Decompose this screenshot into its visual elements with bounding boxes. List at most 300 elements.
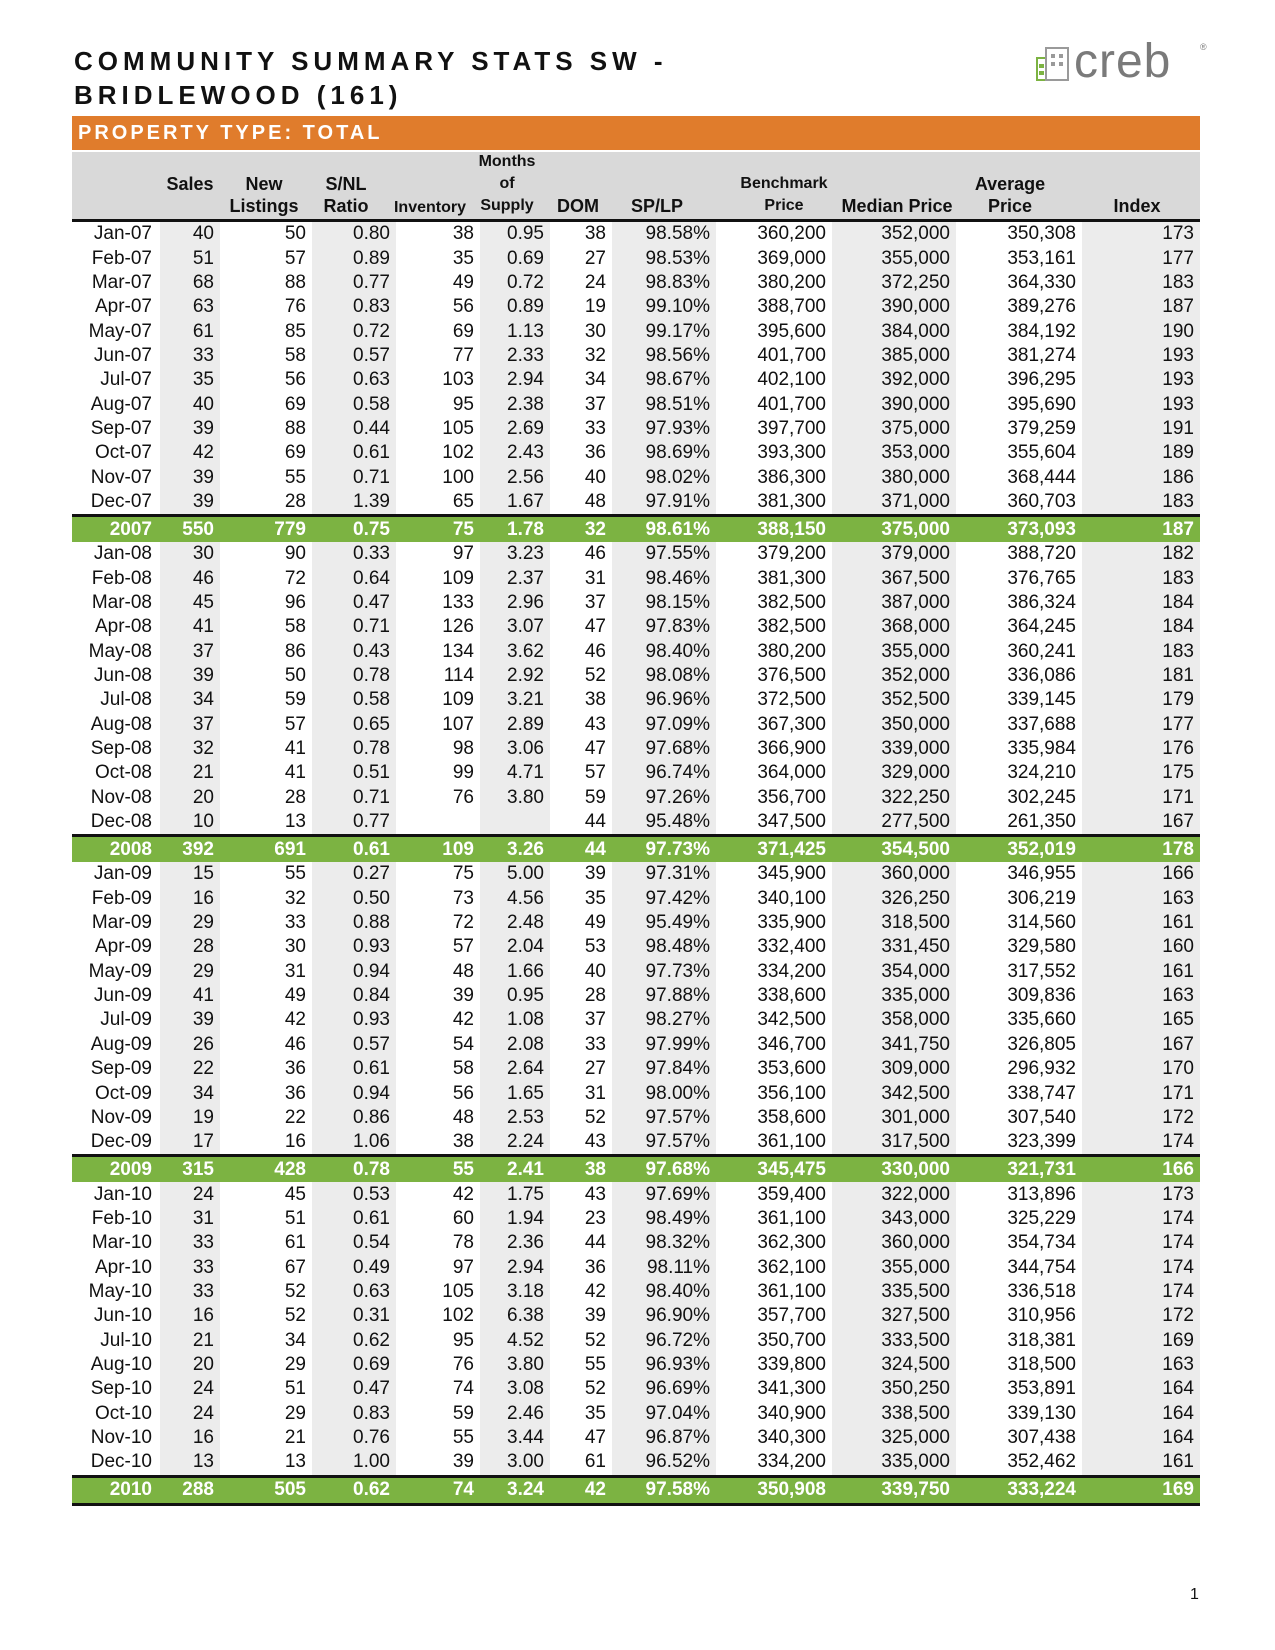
- table-cell: 315: [160, 1156, 220, 1183]
- table-cell: 99: [452, 762, 474, 784]
- table-row: [72, 737, 1200, 761]
- table-cell: 97.58%: [612, 1476, 716, 1504]
- row-label: Jun-07: [93, 344, 152, 366]
- table-cell: 61: [584, 1451, 606, 1473]
- table-cell: 0.78: [312, 664, 396, 688]
- table-cell: 98.00%: [612, 1081, 716, 1105]
- table-cell: 40: [160, 222, 220, 246]
- table-cell: 97.04%: [612, 1401, 716, 1425]
- table-cell: 167: [1082, 1033, 1200, 1057]
- table-cell: 3.06: [480, 737, 550, 761]
- table-cell: 40: [584, 960, 606, 982]
- table-cell: 382,500: [757, 616, 826, 638]
- table-cell: [480, 810, 550, 836]
- table-cell: 350,250: [832, 1377, 956, 1401]
- table-cell: 346,955: [1007, 863, 1076, 885]
- table-row: [72, 911, 1200, 935]
- table-cell: 28: [284, 786, 306, 808]
- table-cell: 393,300: [757, 442, 826, 464]
- table-cell: 42: [584, 1280, 606, 1302]
- table-cell: 48: [452, 1106, 474, 1128]
- table-cell: 301,000: [832, 1106, 956, 1130]
- table-cell: 2.92: [480, 664, 550, 688]
- table-cell: 98.08%: [612, 664, 716, 688]
- table-cell: 39: [452, 1451, 474, 1473]
- table-cell: 97.68%: [612, 1156, 716, 1183]
- table-cell: 69: [452, 320, 474, 342]
- table-cell: 0.83: [312, 295, 396, 319]
- table-cell: 0.63: [312, 1280, 396, 1304]
- table-cell: 0.27: [312, 862, 396, 886]
- header-median-price: Median Price: [841, 196, 953, 216]
- table-cell: 39: [160, 417, 220, 441]
- table-cell: 189: [1082, 441, 1200, 465]
- header-months-of-supply: [474, 151, 540, 217]
- table-cell: 342,500: [757, 1009, 826, 1031]
- table-cell: 52: [584, 665, 606, 687]
- table-cell: 35: [584, 887, 606, 909]
- table-cell: 28: [284, 490, 306, 512]
- table-cell: 51: [284, 1207, 306, 1229]
- table-cell: 177: [1082, 713, 1200, 737]
- table-cell: 1.00: [312, 1450, 396, 1476]
- table-cell: 31: [584, 1082, 606, 1104]
- table-row: [72, 392, 1200, 416]
- table-cell: 0.84: [312, 984, 396, 1008]
- table-cell: 307,540: [1007, 1106, 1076, 1128]
- table-cell: 3.80: [480, 786, 550, 810]
- table-cell: 36: [284, 1082, 306, 1104]
- table-cell: 98.53%: [612, 246, 716, 270]
- table-cell: 76: [452, 786, 474, 808]
- table-cell: 401,700: [757, 344, 826, 366]
- row-label: Mar-10: [91, 1232, 152, 1254]
- table-cell: 335,500: [832, 1280, 956, 1304]
- table-cell: 176: [1082, 737, 1200, 761]
- table-cell: 261,350: [1007, 811, 1076, 833]
- table-row: [72, 591, 1200, 615]
- table-cell: 29: [284, 1402, 306, 1424]
- table-cell: 39: [452, 985, 474, 1007]
- table-cell: 98.40%: [612, 1280, 716, 1304]
- table-cell: 343,000: [832, 1207, 956, 1231]
- table-cell: 161: [1082, 960, 1200, 984]
- table-cell: 313,896: [1007, 1183, 1076, 1205]
- table-cell: 3.18: [480, 1280, 550, 1304]
- header-average-line2: Price: [987, 196, 1033, 216]
- table-cell: 174: [1082, 1207, 1200, 1231]
- table-cell: 335,000: [832, 1450, 956, 1476]
- table-cell: 39: [160, 664, 220, 688]
- header-new-listings: [222, 173, 306, 217]
- table-cell: 96: [284, 591, 306, 613]
- table-cell: 33: [160, 344, 220, 368]
- table-cell: 44: [584, 1232, 606, 1254]
- table-cell: 317,552: [1007, 960, 1076, 982]
- table-cell: 341,750: [832, 1033, 956, 1057]
- table-cell: 380,000: [832, 465, 956, 489]
- table-cell: 165: [1082, 1008, 1200, 1032]
- table-row: [72, 1328, 1200, 1352]
- table-cell: 184: [1082, 615, 1200, 639]
- table-cell: 376,500: [757, 665, 826, 687]
- table-row: [72, 490, 1200, 516]
- table-cell: 29: [160, 960, 220, 984]
- table-cell: 368,444: [1007, 466, 1076, 488]
- header-inventory: Inventory: [393, 199, 466, 216]
- table-cell: 428: [220, 1156, 312, 1183]
- table-cell: 354,500: [832, 836, 956, 863]
- table-cell: 42: [284, 1009, 306, 1031]
- table-cell: 379,200: [757, 543, 826, 565]
- table-cell: 97.68%: [612, 737, 716, 761]
- header-snl-line2: Ratio: [323, 196, 369, 216]
- table-cell: 161: [1082, 1450, 1200, 1476]
- table-cell: 2.33: [480, 344, 550, 368]
- row-label: Mar-09: [91, 912, 152, 934]
- table-cell: 76: [284, 296, 306, 318]
- table-cell: 390,000: [832, 295, 956, 319]
- table-cell: 19: [160, 1106, 220, 1130]
- table-cell: 0.71: [312, 465, 396, 489]
- row-label: Oct-08: [94, 762, 152, 784]
- table-cell: 288: [160, 1476, 220, 1504]
- table-cell: 321,731: [956, 1156, 1082, 1183]
- table-cell: 1.67: [480, 490, 550, 516]
- table-cell: 86: [284, 640, 306, 662]
- table-cell: 167: [1082, 810, 1200, 836]
- table-cell: 114: [443, 665, 474, 687]
- table-cell: 98.67%: [612, 368, 716, 392]
- table-cell: 353,600: [757, 1058, 826, 1080]
- table-cell: 48: [452, 960, 474, 982]
- table-cell: 334,200: [757, 960, 826, 982]
- table-cell: 358,600: [757, 1106, 826, 1128]
- table-cell: 1.08: [480, 1008, 550, 1032]
- table-cell: 16: [160, 887, 220, 911]
- registered-mark: ®: [1200, 42, 1207, 52]
- table-row: [72, 542, 1200, 566]
- table-cell: 375,000: [832, 516, 956, 543]
- table-cell: 0.62: [312, 1328, 396, 1352]
- table-cell: 355,000: [832, 640, 956, 664]
- table-cell: 46: [584, 543, 606, 565]
- table-cell: 385,000: [832, 344, 956, 368]
- row-label: 2007: [72, 516, 160, 543]
- table-cell: 98.48%: [612, 935, 716, 959]
- table-cell: 372,500: [757, 689, 826, 711]
- table-cell: 182: [1082, 542, 1200, 566]
- row-label: Feb-10: [91, 1207, 152, 1229]
- table-cell: 382,500: [757, 591, 826, 613]
- table-cell: 323,399: [1007, 1131, 1076, 1153]
- table-cell: 344,754: [1007, 1256, 1076, 1278]
- table-cell: 2.38: [480, 392, 550, 416]
- table-cell: 52: [284, 1305, 306, 1327]
- table-cell: 0.89: [480, 295, 550, 319]
- table-cell: 356,100: [757, 1082, 826, 1104]
- table-cell: 102: [442, 1305, 474, 1327]
- row-label: Jul-08: [100, 689, 152, 711]
- table-cell: 15: [160, 862, 220, 886]
- table-cell: 5.00: [480, 862, 550, 886]
- table-cell: 372,250: [832, 271, 956, 295]
- table-cell: 46: [584, 640, 606, 662]
- table-cell: 39: [160, 490, 220, 516]
- table-row: [72, 688, 1200, 712]
- table-cell: 45: [160, 591, 220, 615]
- table-cell: 133: [442, 591, 474, 613]
- table-cell: 97.55%: [612, 542, 716, 566]
- table-cell: 318,500: [1007, 1353, 1076, 1375]
- table-cell: 32: [584, 344, 606, 366]
- table-cell: 51: [160, 246, 220, 270]
- table-cell: 72: [284, 567, 306, 589]
- table-cell: 371,000: [832, 490, 956, 516]
- table-cell: 42: [550, 1476, 612, 1504]
- table-cell: 98.69%: [612, 441, 716, 465]
- table-cell: 0.61: [312, 441, 396, 465]
- table-cell: 4.52: [480, 1328, 550, 1352]
- table-cell: 96.90%: [612, 1304, 716, 1328]
- table-cell: 27: [584, 1058, 606, 1080]
- table-cell: 109: [442, 567, 474, 589]
- table-cell: 380,200: [757, 271, 826, 293]
- table-cell: 52: [584, 1106, 606, 1128]
- table-cell: 183: [1082, 271, 1200, 295]
- table-cell: 33: [160, 1255, 220, 1279]
- row-label: Dec-09: [90, 1131, 152, 1153]
- table-cell: 47: [584, 1426, 606, 1448]
- table-cell: 350,908: [716, 1476, 832, 1504]
- row-label: Sep-07: [90, 417, 152, 439]
- table-cell: 57: [584, 762, 606, 784]
- table-cell: 373,093: [956, 516, 1082, 543]
- table-cell: 55: [396, 1156, 480, 1183]
- table-cell: 69: [284, 393, 306, 415]
- table-cell: 332,400: [757, 936, 826, 958]
- row-label: Sep-08: [90, 738, 152, 760]
- row-label: Jul-09: [100, 1009, 152, 1031]
- table-cell: 0.95: [480, 222, 550, 246]
- table-cell: 345,475: [716, 1156, 832, 1183]
- table-cell: 390,000: [832, 392, 956, 416]
- table-cell: 388,700: [757, 296, 826, 318]
- header-benchmark-price: [734, 173, 834, 217]
- table-cell: 2.94: [480, 368, 550, 392]
- table-cell: 0.75: [312, 516, 396, 543]
- header-splp: SP/LP: [630, 196, 683, 216]
- table-cell: 187: [1082, 516, 1200, 543]
- row-label: Apr-08: [94, 616, 152, 638]
- table-cell: 2.46: [480, 1401, 550, 1425]
- table-cell: 366,900: [757, 738, 826, 760]
- logo-wordmark: creb: [1074, 35, 1172, 88]
- table-cell: 1.66: [480, 960, 550, 984]
- table-cell: 187: [1082, 295, 1200, 319]
- table-cell: 329,000: [832, 761, 956, 785]
- table-cell: 350,700: [757, 1329, 826, 1351]
- table-row: [72, 1182, 1200, 1206]
- table-cell: 0.72: [480, 271, 550, 295]
- table-cell: 74: [452, 1378, 474, 1400]
- table-cell: 186: [1082, 465, 1200, 489]
- table-cell: 38: [452, 223, 474, 245]
- table-row: [72, 1057, 1200, 1081]
- table-cell: 335,660: [1007, 1009, 1076, 1031]
- table-cell: 360,703: [1007, 490, 1076, 512]
- table-cell: 173: [1082, 222, 1200, 246]
- table-cell: 30: [160, 542, 220, 566]
- table-cell: 97.84%: [612, 1057, 716, 1081]
- header-index: Index: [1113, 196, 1161, 216]
- table-row: [72, 713, 1200, 737]
- header-months-line3: Supply: [480, 197, 534, 214]
- table-cell: 28: [584, 985, 606, 1007]
- table-cell: 0.63: [312, 368, 396, 392]
- table-cell: 98.46%: [612, 566, 716, 590]
- table-cell: 395,600: [757, 320, 826, 342]
- table-cell: 57: [284, 713, 306, 735]
- row-label: Apr-09: [94, 936, 152, 958]
- table-cell: 21: [284, 1426, 306, 1448]
- table-cell: 126: [442, 616, 474, 638]
- table-cell: 174: [1082, 1280, 1200, 1304]
- table-cell: 0.80: [312, 222, 396, 246]
- table-cell: 324,210: [1007, 762, 1076, 784]
- row-label: Mar-07: [91, 271, 152, 293]
- table-cell: 277,500: [832, 810, 956, 836]
- table-row: [72, 295, 1200, 319]
- table-cell: 3.44: [480, 1426, 550, 1450]
- table-cell: 49: [284, 985, 306, 1007]
- table-cell: 335,900: [757, 912, 826, 934]
- row-label: Aug-07: [90, 393, 152, 415]
- table-cell: 160: [1082, 935, 1200, 959]
- table-cell: 0.44: [312, 417, 396, 441]
- table-cell: 163: [1082, 984, 1200, 1008]
- table-cell: 322,250: [832, 786, 956, 810]
- table-row: [72, 1033, 1200, 1057]
- table-cell: 65: [452, 490, 474, 512]
- table-cell: 381,300: [757, 567, 826, 589]
- row-label: Nov-08: [90, 786, 152, 808]
- table-cell: 339,145: [1007, 689, 1076, 711]
- table-cell: 0.43: [312, 640, 396, 664]
- table-cell: 174: [1082, 1130, 1200, 1156]
- table-cell: 52: [284, 1280, 306, 1302]
- table-cell: 39: [160, 465, 220, 489]
- page-title: [74, 44, 834, 112]
- table-cell: 37: [160, 713, 220, 737]
- table-row: [72, 368, 1200, 392]
- row-label: Mar-08: [91, 591, 152, 613]
- table-cell: 97.57%: [612, 1106, 716, 1130]
- table-cell: 98.32%: [612, 1231, 716, 1255]
- table-cell: 318,500: [832, 911, 956, 935]
- table-cell: 163: [1082, 1353, 1200, 1377]
- table-cell: 346,700: [757, 1033, 826, 1055]
- table-cell: 32: [284, 887, 306, 909]
- table-cell: 0.72: [312, 319, 396, 343]
- table-row: [72, 640, 1200, 664]
- row-label: Jan-10: [93, 1183, 152, 1205]
- table-cell: 35: [452, 247, 474, 269]
- table-cell: 36: [284, 1058, 306, 1080]
- table-cell: 54: [452, 1033, 474, 1055]
- table-cell: 38: [584, 223, 606, 245]
- table-cell: 96.72%: [612, 1328, 716, 1352]
- table-cell: 368,000: [832, 615, 956, 639]
- table-cell: 352,462: [1007, 1451, 1076, 1473]
- table-cell: 336,518: [1007, 1280, 1076, 1302]
- table-cell: 362,300: [757, 1232, 826, 1254]
- row-label: Jan-09: [93, 863, 152, 885]
- table-cell: 1.94: [480, 1207, 550, 1231]
- table-cell: 33: [160, 1280, 220, 1304]
- row-label: 2009: [72, 1156, 160, 1183]
- table-cell: 134: [442, 640, 474, 662]
- table-cell: 339,750: [832, 1476, 956, 1504]
- header-new-listings-line1: New: [245, 174, 283, 194]
- table-cell: 381,300: [757, 490, 826, 512]
- table-cell: 342,500: [832, 1081, 956, 1105]
- table-cell: 99.17%: [612, 319, 716, 343]
- table-cell: 362,100: [757, 1256, 826, 1278]
- table-cell: 31: [584, 567, 606, 589]
- table-cell: 34: [284, 1329, 306, 1351]
- table-cell: 24: [584, 271, 606, 293]
- table-cell: 97.31%: [612, 862, 716, 886]
- table-cell: 6.38: [480, 1304, 550, 1328]
- header-snl-line1: S/NL: [325, 174, 367, 194]
- table-cell: 2.48: [480, 911, 550, 935]
- table-cell: 97.42%: [612, 887, 716, 911]
- table-cell: 98.56%: [612, 344, 716, 368]
- row-label: Nov-10: [90, 1426, 152, 1448]
- table-cell: 72: [452, 912, 474, 934]
- table-cell: 190: [1082, 319, 1200, 343]
- table-cell: 59: [284, 689, 306, 711]
- table-cell: 47: [584, 616, 606, 638]
- table-cell: 34: [160, 688, 220, 712]
- table-cell: 388,720: [1007, 543, 1076, 565]
- header-benchmark-line1: Benchmark: [740, 175, 828, 192]
- table-cell: 307,438: [1007, 1426, 1076, 1448]
- row-label: 2008: [72, 836, 160, 863]
- table-cell: 314,560: [1007, 912, 1076, 934]
- table-cell: 359,400: [757, 1183, 826, 1205]
- table-cell: 29: [160, 911, 220, 935]
- table-row: [72, 1450, 1200, 1476]
- table-cell: 326,805: [1007, 1033, 1076, 1055]
- table-cell: 35: [584, 1402, 606, 1424]
- table-cell: 53: [584, 936, 606, 958]
- table-cell: 21: [160, 1328, 220, 1352]
- table-cell: 24: [160, 1401, 220, 1425]
- table-cell: 353,161: [1007, 247, 1076, 269]
- table-cell: 384,000: [832, 319, 956, 343]
- table-cell: 41: [284, 762, 306, 784]
- table-cell: 364,245: [1007, 616, 1076, 638]
- table-cell: 379,259: [1007, 417, 1076, 439]
- table-row: [72, 1081, 1200, 1105]
- table-cell: 395,690: [1007, 393, 1076, 415]
- table-cell: 97.91%: [612, 490, 716, 516]
- table-cell: 97: [452, 1256, 474, 1278]
- header-months-line2: of: [499, 175, 515, 192]
- table-cell: 326,250: [832, 887, 956, 911]
